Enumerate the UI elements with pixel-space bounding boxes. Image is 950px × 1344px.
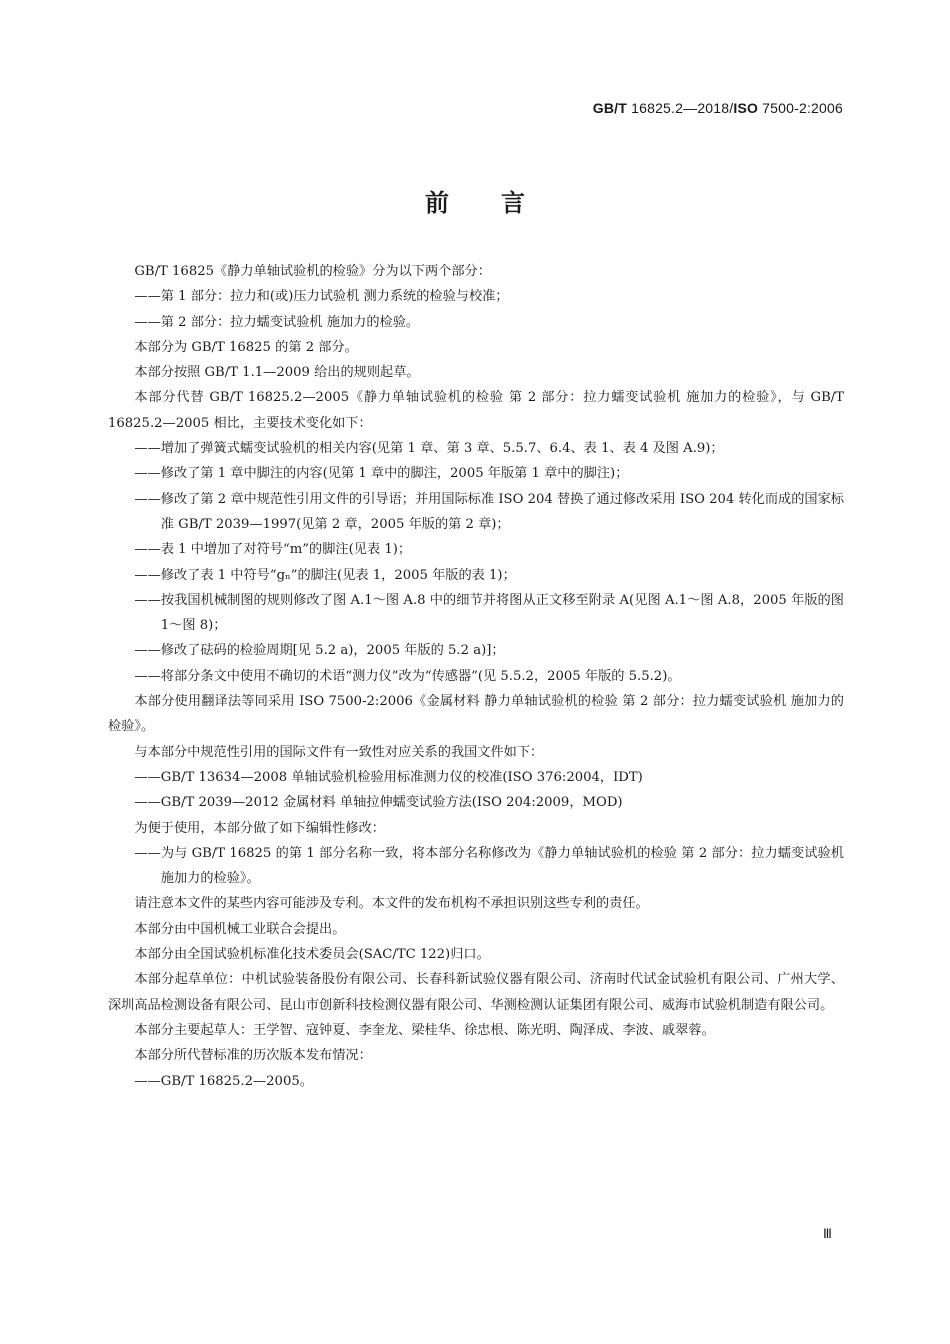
- list-item: ——修改了第 1 章中脚注的内容(见第 1 章中的脚注，2005 年版第 1 章中的脚注)；: [134, 466, 629, 482]
- paragraph: 本部分使用翻译法等同采用 ISO 7500-2:2006《金属材料 静力单轴试验机的检验 第 2 部分：拉力蠕变试验机 施加力的检验》。: [108, 694, 844, 735]
- list-item: ——按我国机械制图的规则修改了图 A.1～图 A.8 中的细节并将图从正文移至附录 A(见图 A.1～图 A.8，2005 年版的图 1～图 8)；: [134, 592, 844, 634]
- list-item: ——GB/T 2039—2012 金属材料 单轴拉伸蠕变试验方法(ISO 204:2009，MOD): [134, 795, 623, 811]
- list-item: ——将部分条文中使用不确切的术语“测力仪”改为“传感器”(见 5.5.2，2005 年版的 5.5.2)。: [134, 668, 681, 684]
- paragraph: 本部分代替 GB/T 16825.2—2005《静力单轴试验机的检验 第 2 部分：拉力蠕变试验机 施加力的检验》，与 GB/T 16825.2—2005 相比，主要技术变化如下：: [108, 390, 844, 431]
- document-header: [593, 100, 843, 116]
- document-body: [108, 259, 844, 1094]
- paragraph: 本部分按照 GB/T 1.1—2009 给出的规则起草。: [134, 365, 420, 381]
- list-item: ——第 2 部分：拉力蠕变试验机 施加力的检验。: [134, 314, 420, 330]
- list-item: ——GB/T 13634—2008 单轴试验机检验用标准测力仪的校准(ISO 376:2004，IDT): [134, 769, 643, 785]
- page-title: 前言: [425, 189, 577, 217]
- paragraph: 本部分起草单位：中机试验装备股份有限公司、长春科新试验仪器有限公司、济南时代试金试验机有限公司、广州大学、深圳高品检测设备有限公司、昆山市创新科技检测仪器有限公司、华测检测认证集团有限公司、威海市试验机制造有限公司。: [108, 972, 844, 1013]
- paragraph: 本部分由全国试验机标准化技术委员会(SAC/TC 122)归口。: [134, 947, 490, 963]
- paragraph: 为便于使用，本部分做了如下编辑性修改：: [134, 820, 385, 836]
- page-number: Ⅲ: [823, 1226, 832, 1241]
- paragraph: 请注意本文件的某些内容可能涉及专利。本文件的发布机构不承担识别这些专利的责任。: [134, 896, 649, 912]
- list-item: ——修改了表 1 中符号“gₙ”的脚注(见表 1，2005 年版的表 1)；: [134, 567, 516, 583]
- list-item: ——表 1 中增加了对符号“m”的脚注(见表 1)；: [134, 542, 412, 558]
- list-item: ——GB/T 16825.2—2005。: [134, 1073, 313, 1089]
- paragraph: 本部分为 GB/T 16825 的第 2 部分。: [134, 339, 358, 355]
- list-item: ——增加了弹簧式蠕变试验机的相关内容(见第 1 章、第 3 章、5.5.7、6.4、表 1、表 4 及图 A.9)；: [134, 441, 724, 457]
- paragraph: 本部分主要起草人：王学智、寇钟夏、李奎龙、梁桂华、徐忠根、陈光明、陶泽成、李波、戚翠蓉。: [134, 1022, 715, 1038]
- paragraph: 与本部分中规范性引用的国际文件有一致性对应关系的我国文件如下：: [134, 744, 544, 760]
- list-item: ——修改了第 2 章中规范性引用文件的引导语；并用国际标准 ISO 204 替换了通过修改采用 ISO 204 转化而成的国家标准 GB/T 2039—1997(见第 2 章，2005 年版的第 2 章)；: [134, 491, 844, 532]
- std-prefix: GB/T: [592, 100, 628, 116]
- list-item: ——第 1 部分：拉力和(或)压力试验机 测力系统的检验与校准；: [134, 289, 509, 305]
- paragraph: 本部分由中国机械工业联合会提出。: [134, 921, 346, 937]
- iso-prefix: ISO: [733, 100, 759, 116]
- iso-number: 7500-2:2006: [762, 100, 843, 116]
- list-item: ——为与 GB/T 16825 的第 1 部分名称一致，将本部分名称修改为《静力单轴试验机的检验 第 2 部分：拉力蠕变试验机 施加力的检验》。: [134, 845, 844, 887]
- list-item: ——修改了砝码的检验周期[见 5.2 a)，2005 年版的 5.2 a)]；: [134, 643, 505, 659]
- paragraph: 本部分所代替标准的历次版本发布情况：: [134, 1048, 372, 1064]
- std-number: 16825.2—2018/: [631, 100, 734, 116]
- paragraph: GB/T 16825《静力单轴试验机的检验》分为以下两个部分：: [134, 264, 491, 279]
